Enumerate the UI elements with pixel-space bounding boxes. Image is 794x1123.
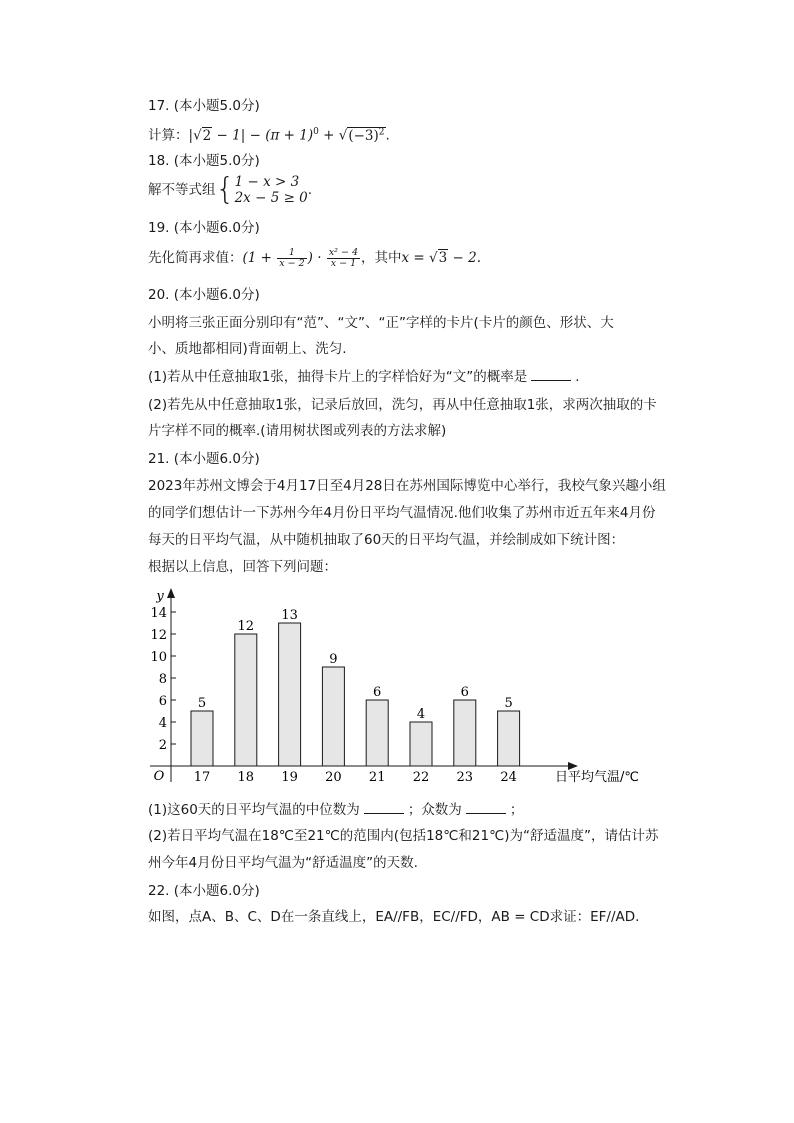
q21-line2: 的同学们想估计一下苏州今年4月份日平均气温情况.他们收集了苏州市近五年来4月份 <box>148 505 656 521</box>
q19-paren-close: ) <box>307 250 313 266</box>
x-tick-label: 19 <box>281 770 298 785</box>
q21-part1-a: (1)这60天的日平均气温的中位数为 <box>148 802 360 818</box>
bar <box>235 634 257 766</box>
q20-header: 20. (本小题6.0分) <box>148 287 260 303</box>
x-axis-label: 日平均气温/℃ <box>555 770 639 785</box>
bar-value-label: 13 <box>281 608 298 623</box>
x-tick-label: 20 <box>325 770 342 785</box>
q19-frac2-num: x² − 4 <box>328 246 359 258</box>
q18-prefix: 解不等式组 <box>148 182 216 198</box>
q21-line1: 2023年苏州文博会于4月17日至4月28日在苏州国际博览中心举行，我校气象兴趣小组 <box>148 478 666 494</box>
q18-row1: 1 − x > 3 <box>234 174 300 190</box>
q19-header: 19. (本小题6.0分) <box>148 220 260 236</box>
q17-sqrt-arg: 2 <box>202 127 212 144</box>
q19-prefix: 先化简再求值： <box>148 250 243 266</box>
q20-part1-pre: (1)若从中任意抽取1张，抽得卡片上的字样恰好为“文”的概率是 <box>148 369 528 385</box>
bar-value-label: 6 <box>460 685 469 700</box>
q17-header: 17. (本小题5.0分) <box>148 98 260 114</box>
q18-end: . <box>307 182 313 198</box>
bar <box>498 711 520 766</box>
q19-frac2-den: x − 1 <box>330 257 357 269</box>
q18-row2: 2x − 5 ≥ 0 <box>234 190 308 206</box>
bar <box>322 667 344 766</box>
y-tick-label: 8 <box>158 672 167 687</box>
q17-plus: + <box>318 127 339 144</box>
x-axis-arrow <box>568 762 578 770</box>
q18-expression: 解不等式组{ 1 − x > 3 2x − 5 ≥ 0 . <box>148 172 313 207</box>
q20-line2: 小、质地都相同)背面朝上、洗匀. <box>148 341 347 357</box>
q21-part1-b: ；众数为 <box>407 802 462 818</box>
x-tick-label: 21 <box>368 770 386 785</box>
q21-line3: 每天的日平均气温，从中随机抽取了60天的日平均气温，并绘制成如下统计图： <box>148 532 625 548</box>
q19-frac1-num: 1 <box>277 248 306 259</box>
q19-sqrt-arg: 3 <box>438 250 448 266</box>
bar <box>410 722 432 766</box>
q21-header: 21. (本小题6.0分) <box>148 451 260 467</box>
q19-dot: · <box>312 250 326 266</box>
bar <box>454 700 476 766</box>
bar-value-label: 5 <box>504 696 513 711</box>
y-tick-label: 12 <box>150 628 167 643</box>
x-tick-label: 22 <box>412 770 430 785</box>
q17-prefix: 计算： <box>148 127 189 144</box>
bar <box>191 711 213 766</box>
q19-expression: 先化简再求值：(1 + $\frac{1}{x - 2}$ ) · $\frac{\text{x² − 4}}{x - 1}$ ，其中x = √3 − 2. <box>148 246 482 269</box>
q22-line1: 如图，点A、B、C、D在一条直线上，EA//FB，EC//FD，AB = CD求证：EF//AD. <box>148 909 640 925</box>
q21-part2-line1: (2)若日平均气温在18℃至21℃的范围内(包括18℃和21℃)为“舒适温度”，请估计苏 <box>148 828 659 844</box>
q19-tail: − 2. <box>448 250 482 266</box>
q21-line4: 根据以上信息，回答下列问题： <box>148 559 337 575</box>
q18-header: 18. (本小题5.0分) <box>148 153 260 169</box>
bar <box>279 623 301 766</box>
y-tick-label: 4 <box>158 716 167 731</box>
bar <box>366 700 388 766</box>
q17-sqrt2-arg: (−3) <box>348 127 379 144</box>
bar-value-label: 12 <box>237 619 255 634</box>
y-tick-label: 10 <box>150 650 167 665</box>
x-tick-label: 17 <box>193 770 211 785</box>
y-axis-arrow <box>167 588 175 598</box>
q20-part2-line1: (2)若先从中任意抽取1张，记录后放回，洗匀，再从中任意抽取1张，求两次抽取的卡 <box>148 397 657 413</box>
q19-x-eq: x = <box>401 250 430 266</box>
q19-frac1-den: x − 2 <box>279 257 305 269</box>
q20-part1-post: . <box>575 369 580 385</box>
bar-value-label: 5 <box>197 696 207 711</box>
q20-part2-line2: 片字样不同的概率.(请用树状图或列表的方法求解) <box>148 423 447 439</box>
bar-value-label: 9 <box>329 652 338 667</box>
q17-abs-rest: − 1| − (π + 1) <box>212 127 314 144</box>
q17-sq-exp: 2 <box>378 127 385 137</box>
q21-median-blank <box>364 800 404 814</box>
y-axis-label: y <box>156 589 164 604</box>
bar-value-label: 4 <box>416 707 426 722</box>
q17-end: . <box>385 127 390 144</box>
q21-part1-c: ； <box>509 802 524 818</box>
q17-zero-exp: 0 <box>313 127 319 137</box>
q19-paren-open: (1 + <box>242 250 277 266</box>
x-tick-label: 23 <box>456 770 474 785</box>
q22-header: 22. (本小题6.0分) <box>148 883 260 899</box>
origin-label: O <box>153 769 165 784</box>
q21-part1 <box>148 800 523 819</box>
y-tick-label: 2 <box>158 738 167 753</box>
x-tick-label: 24 <box>500 770 517 785</box>
y-tick-label: 14 <box>150 606 167 621</box>
q17-expression: 计算：$|√2 - 1| - (\pi + 1)^0 + √(-3)^2$. <box>148 127 390 144</box>
x-tick-label: 18 <box>237 770 255 785</box>
bar-value-label: 6 <box>373 685 382 700</box>
q20-line1: 小明将三张正面分别印有“范”、“文”、“正”字样的卡片(卡片的颜色、形状、大 <box>148 315 614 331</box>
y-tick-label: 6 <box>158 694 167 709</box>
q17-abs-open: | <box>188 127 194 144</box>
q19-where: ，其中 <box>361 250 402 266</box>
q21-part2-line2: 州今年4月份日平均气温为“舒适温度”的天数. <box>148 855 418 871</box>
q21-mode-blank <box>466 800 506 814</box>
